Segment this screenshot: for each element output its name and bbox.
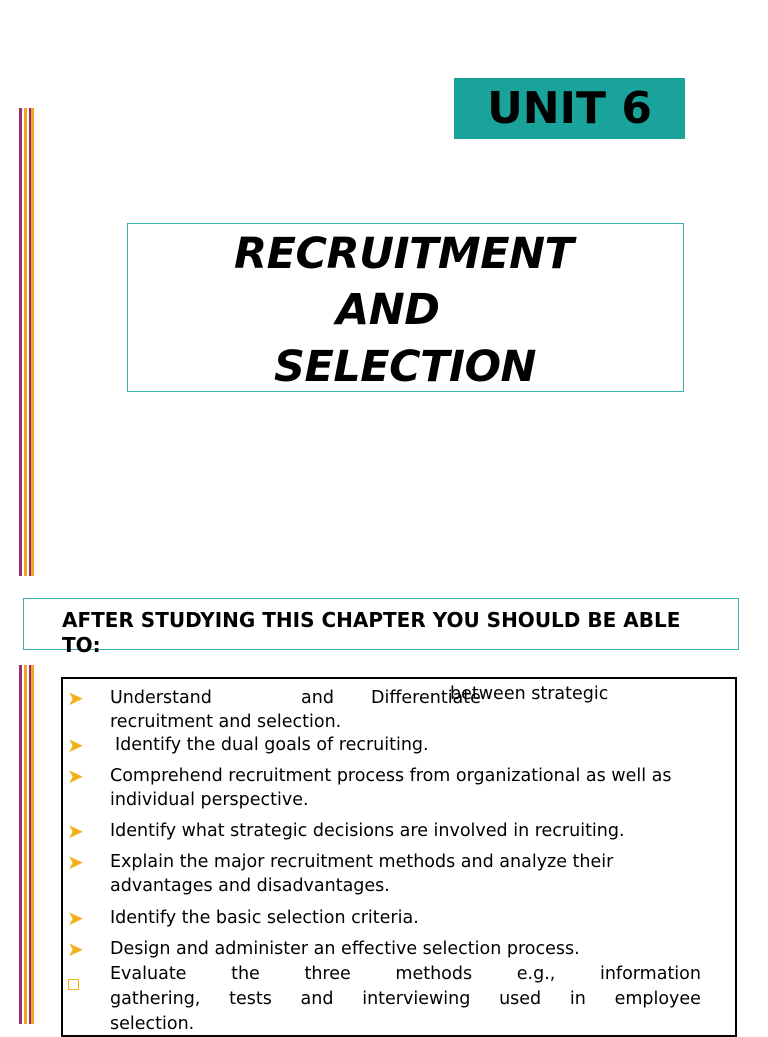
arrow-bullet-icon: ➤ bbox=[67, 850, 84, 874]
objective-3: Comprehend recruitment process from organizational as well as individual perspective. bbox=[110, 766, 672, 810]
arrow-bullet-icon: ➤ bbox=[67, 764, 84, 788]
stripe-purple-bottom bbox=[19, 665, 22, 1024]
objective-8 bbox=[110, 962, 701, 1036]
objective-8-word: e.g., bbox=[516, 964, 556, 984]
objective-1-word-3: Differentiate bbox=[371, 688, 481, 708]
objective-8-word: gathering, bbox=[110, 989, 201, 1009]
objective-6: Identify the basic selection criteria. bbox=[110, 908, 419, 928]
objective-8-word: Evaluate bbox=[110, 964, 187, 984]
stripe-purple-top bbox=[19, 108, 22, 576]
arrow-bullet-icon: ➤ bbox=[67, 819, 84, 843]
stripe-orange-bottom bbox=[24, 665, 27, 1024]
arrow-bullet-icon: ➤ bbox=[67, 937, 84, 961]
objective-8-line-2 bbox=[110, 987, 701, 1011]
unit-badge bbox=[454, 78, 685, 139]
stripe-orange-top bbox=[24, 108, 27, 576]
objective-1-cont: recruitment and selection. bbox=[110, 712, 342, 732]
objective-8-word: three bbox=[304, 964, 351, 984]
objective-8-word: interviewing bbox=[362, 989, 471, 1009]
objective-7: Design and administer an effective selection process. bbox=[110, 939, 580, 959]
objective-8-word: information bbox=[599, 964, 701, 984]
intro-heading: AFTER STUDYING THIS CHAPTER YOU SHOULD BE ABLE TO: bbox=[62, 608, 681, 657]
title-line-3: SELECTION bbox=[274, 342, 537, 392]
stripe-orange-top-2 bbox=[31, 108, 34, 576]
title-line-1: RECRUITMENT bbox=[234, 229, 574, 279]
arrow-bullet-icon: ➤ bbox=[67, 686, 84, 710]
objective-8-line-1 bbox=[110, 962, 701, 986]
objective-4: Identify what strategic decisions are involved in recruiting. bbox=[110, 821, 625, 841]
objective-5: Explain the major recruitment methods and analyze their advantages and disadvantages. bbox=[110, 852, 614, 896]
objective-8-line-3: selection. bbox=[110, 1014, 195, 1034]
objective-8-word: and bbox=[300, 989, 334, 1009]
arrow-bullet-icon: ➤ bbox=[67, 733, 84, 757]
title-line-2: AND bbox=[336, 285, 440, 335]
arrow-bullet-icon: ➤ bbox=[67, 906, 84, 930]
stripe-orange-bottom-2 bbox=[31, 665, 34, 1024]
objective-8-word: methods bbox=[395, 964, 473, 984]
objective-8-word: used bbox=[499, 989, 542, 1009]
objective-1-word-1: Understand bbox=[110, 688, 212, 708]
objective-1-overlap: between strategic bbox=[450, 684, 609, 704]
objective-8-word: the bbox=[231, 964, 260, 984]
objective-1 bbox=[110, 686, 716, 734]
objective-8-word: in bbox=[569, 989, 586, 1009]
objective-1-word-2: and bbox=[301, 688, 334, 708]
square-bullet-icon bbox=[68, 979, 79, 990]
objective-8-word: employee bbox=[614, 989, 701, 1009]
objective-8-word: tests bbox=[229, 989, 272, 1009]
unit-label: UNIT 6 bbox=[487, 83, 652, 134]
objective-2: Identify the dual goals of recruiting. bbox=[115, 735, 429, 755]
